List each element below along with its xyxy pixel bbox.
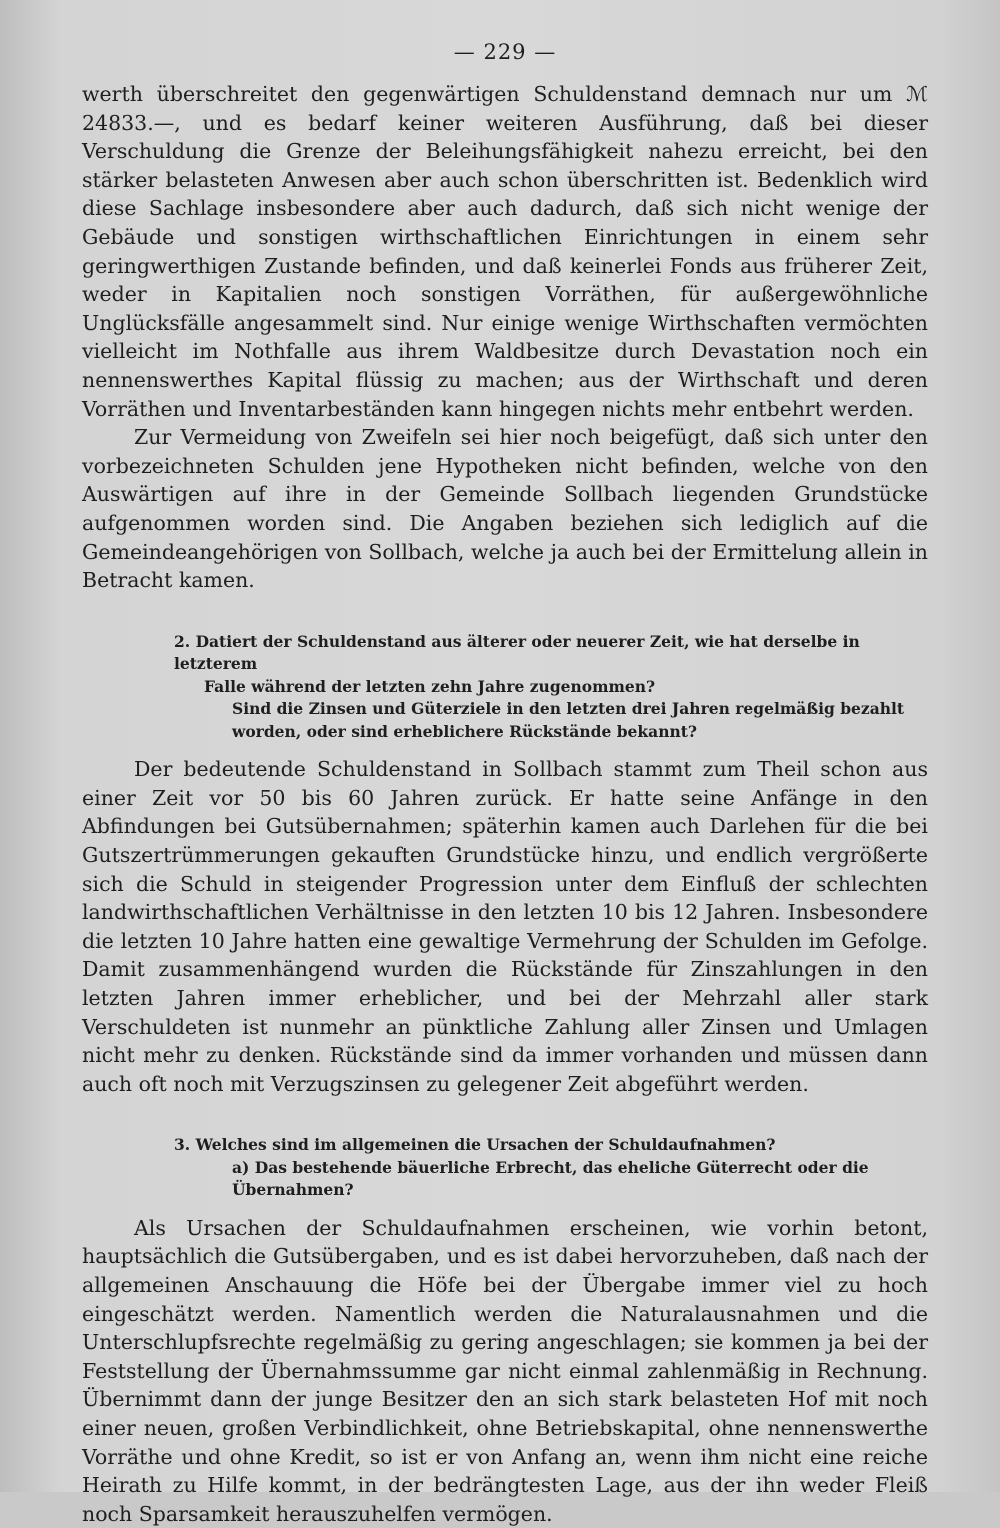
question-3-line-1: 3. Welches sind im allgemeinen die Ursachen der Schuldaufnahmen? (174, 1135, 776, 1155)
page-number: — 229 — (453, 40, 557, 64)
paragraph-intro-2: Zur Vermeidung von Zweifeln sei hier noch beigefügt, daß sich unter den vorbezeichneten Schulden jene Hypotheken nicht befinden, welche von den Auswärtigen auf ihre in der Gemeinde Sollbach liegenden Grundstücke aufgenommen worden sind. Die Angaben beziehen sich lediglich auf die Gemeindeangehörigen von Sollbach, welche ja auch bei der Ermittelung allein in Betracht kamen. (82, 425, 928, 593)
answer-2-paragraph: Der bedeutende Schuldenstand in Sollbach stammt zum Theil schon aus einer Zeit vor 50 bis 60 Jahren zurück. Er hatte seine Anfänge in den Abfindungen bei Gutsübernahmen; späterhin kamen auch Darlehen für die bei Gutszertrümmerungen gekauften Grundstücke hinzu, und endlich vergrößerte sich die Schuld in steigender Progression unter dem Einfluß der schlechten landwirthschaftlichen Verhältnisse in den letzten 10 bis 12 Jahren. Insbesondere die letzten 10 Jahre hatten eine gewaltige Vermehrung der Schulden im Gefolge. Damit zusammenhängend wurden die Rückstände für Zinszahlungen in den letzten Jahren immer erheblicher, und bei der Mehrzahl aller stark Verschuldeten ist nunmehr an pünktliche Zahlung aller Zinsen und Umlagen nicht mehr zu denken. Rückstände sind da immer vorhanden und müssen dann auch oft noch mit Verzugszinsen zu gelegener Zeit abgeführt werden. (82, 757, 928, 1096)
spacer (82, 1202, 928, 1214)
question-3 (82, 1134, 928, 1202)
question-2-line-1: 2. Datiert der Schuldenstand aus älterer oder neuerer Zeit, wie hat derselbe in letzterem (174, 631, 860, 674)
paragraph-intro-1: werth überschreitet den gegenwärtigen Schuldenstand demnach nur um ℳ 24833.—, und es bedarf keiner weiteren Ausführung, daß bei dieser Verschuldung die Grenze der Beleihungsfähigkeit nahezu erreicht, bei den stärker belasteten Anwesen aber auch schon überschritten ist. Bedenklich wird diese Sachlage insbesondere aber auch dadurch, daß sich nicht wenige der Gebäude und sonstigen wirthschaftlichen Einrichtungen in einem sehr geringwerthigen Zustande befinden, und daß keinerlei Fonds aus früherer Zeit, weder in Kapitalien noch sonstigen Vorräthen, für außergewöhnliche Unglücksfälle angesammelt sind. Nur einige wenige Wirthschaften vermöchten vielleicht im Nothfalle aus ihrem Waldbesitze durch Devastation noch ein nennenswerthes Kapital flüssig zu machen; aus der Wirthschaft und deren Vorräthen und Inventarbeständen kann hingegen nichts mehr entbehrt werden. (82, 82, 928, 421)
answer-3-paragraph: Als Ursachen der Schuldaufnahmen erscheinen, wie vorhin betont, hauptsächlich die Gutsübergaben, und es ist dabei hervorzuheben, daß nach der allgemeinen Anschauung die Höfe bei der Übergabe immer viel zu hoch eingeschätzt werden. Namentlich werden die Naturalausnahmen und die Unterschlupfsrechte regelmäßig zu gering angeschlagen; sie kommen ja bei der Feststellung der Übernahmssumme gar nicht einmal zahlenmäßig in Rechnung. Übernimmt dann der junge Besitzer den an sich stark belasteten Hof mit noch einer neuen, großen Verbindlichkeit, ohne Betriebskapital, ohne nennenswerthe Vorräthe und ohne Kredit, so ist er von Anfang an, wenn ihm nicht eine reiche Heirath zu Hilfe kommt, in der bedrängtesten Lage, aus der ihn weder Fleiß noch Sparsamkeit herauszuhelfen vermögen. (82, 1215, 928, 1526)
spacer (82, 595, 928, 631)
question-2-line-2: Falle während der letzten zehn Jahre zugenommen? (204, 676, 656, 696)
question-3-subquestion: a) Das bestehende bäuerliche Erbrecht, das eheliche Güterrecht oder die Übernahmen? (232, 1157, 869, 1200)
spacer (82, 1098, 928, 1134)
question-2 (82, 631, 928, 744)
spacer (82, 743, 928, 755)
question-2-subquestion: Sind die Zinsen und Güterziele in den letzten drei Jahren regelmäßig bezahlt worden, oder sind erheblichere Rückstände bekannt? (232, 699, 905, 741)
